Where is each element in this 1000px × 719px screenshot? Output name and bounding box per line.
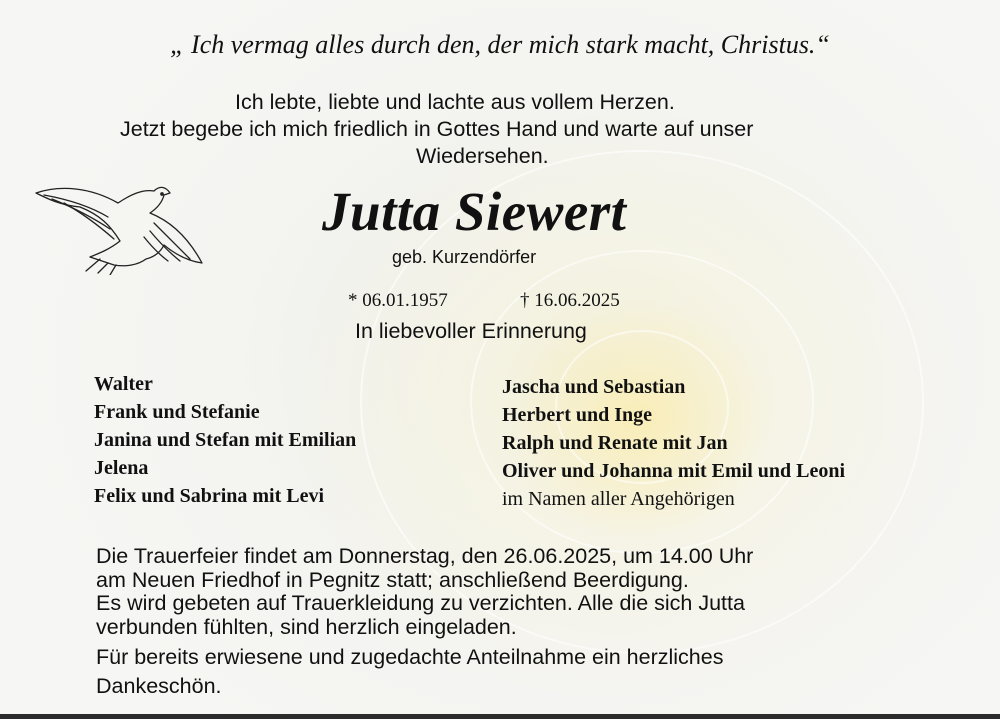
mourner-right: Herbert und Inge <box>502 404 652 426</box>
mourner-right: Jascha und Sebastian <box>502 376 686 398</box>
bible-quote: „ Ich vermag alles durch den, der mich stark macht, Christus.“ <box>170 30 830 59</box>
memory-line: In liebevoller Erinnerung <box>355 319 587 343</box>
mourner-right: Oliver und Johanna mit Emil und Leoni <box>502 460 846 482</box>
mourner-left: Jelena <box>94 457 149 479</box>
mourner-left: Walter <box>94 373 153 395</box>
intro-line-3: Wiedersehen. <box>416 144 549 168</box>
funeral-line-3: Es wird gebeten auf Trauerkleidung zu verzichten. Alle die sich Jutta <box>96 591 745 615</box>
dove-icon <box>30 165 210 275</box>
mourners-closing: im Namen aller Angehörigen <box>502 488 735 510</box>
funeral-line-5: Für bereits erwiesene und zugedachte Anteilnahme ein herzliches <box>96 645 724 669</box>
maiden-name: geb. Kurzendörfer <box>392 247 537 267</box>
deceased-name: Jutta Siewert <box>322 181 627 242</box>
bottom-border <box>0 714 1000 719</box>
funeral-line-6: Dankeschön. <box>96 674 222 698</box>
birth-date: * 06.01.1957 <box>348 290 448 311</box>
death-date: † 16.06.2025 <box>520 290 620 311</box>
mourner-left: Janina und Stefan mit Emilian <box>94 429 357 451</box>
mourner-right: Ralph und Renate mit Jan <box>502 432 728 454</box>
mourner-left: Felix und Sabrina mit Levi <box>94 485 325 507</box>
intro-line-1: Ich lebte, liebte und lachte aus vollem Herzen. <box>235 90 675 114</box>
mourner-left: Frank und Stefanie <box>94 401 260 423</box>
funeral-line-4: verbunden fühlten, sind herzlich eingeladen. <box>96 614 517 639</box>
funeral-line-2: am Neuen Friedhof in Pegnitz statt; anschließend Beerdigung. <box>96 567 689 592</box>
funeral-line-1: Die Trauerfeier findet am Donnerstag, den 26.06.2025, um 14.00 Uhr <box>96 544 754 568</box>
intro-line-2: Jetzt begebe ich mich friedlich in Gottes Hand und warte auf unser <box>120 117 754 141</box>
